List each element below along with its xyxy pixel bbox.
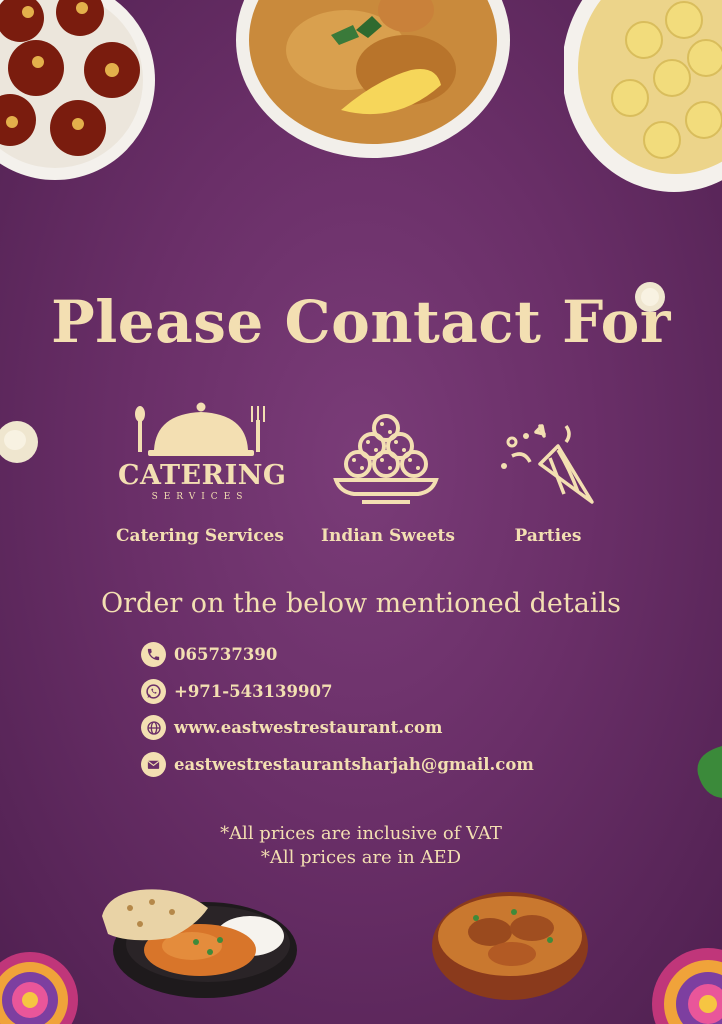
mail-icon <box>141 752 166 777</box>
catering-cloche-icon <box>118 400 282 462</box>
gulab-jamun-plate-image <box>0 0 160 190</box>
currency-note: *All prices are in AED <box>260 847 462 868</box>
mandala-decoration-left <box>0 930 80 1024</box>
contact-email[interactable] <box>141 752 534 777</box>
phone-icon <box>141 642 166 667</box>
contact-phone[interactable] <box>141 642 277 667</box>
sweets-plate-icon <box>332 410 440 504</box>
chicken-biryani-bowl-image <box>430 892 590 1004</box>
butter-chicken-bowl-image <box>100 886 300 1006</box>
globe-icon <box>141 715 166 740</box>
catering-logo-word: CATERING <box>118 460 287 491</box>
website-link: www.eastwestrestaurant.com <box>174 718 443 737</box>
whatsapp-icon <box>141 679 166 704</box>
rasmalai-bowl-image <box>564 0 722 195</box>
rasmalai-garnish-left-image <box>0 418 40 466</box>
leaf-garnish-image <box>694 744 722 800</box>
vat-note: *All prices are inclusive of VAT <box>220 823 502 844</box>
service-label-sweets: Indian Sweets <box>321 526 455 546</box>
phone-number: 065737390 <box>174 645 278 664</box>
order-heading: Order on the below mentioned details <box>101 588 621 619</box>
mandala-decoration-right <box>636 930 722 1024</box>
service-label-parties: Parties <box>514 526 582 546</box>
contact-whatsapp[interactable] <box>141 679 332 704</box>
service-label-catering: Catering Services <box>116 526 284 546</box>
catering-logo-sub: SERVICES <box>151 492 249 502</box>
whatsapp-number: +971-543139907 <box>174 682 333 701</box>
biryani-plate-image <box>236 0 510 160</box>
party-popper-icon <box>500 420 596 506</box>
catering-logo <box>118 400 287 504</box>
page-title: Please Contact For <box>51 288 671 356</box>
contact-website[interactable] <box>141 715 442 740</box>
email-address: eastwestrestaurantsharjah@gmail.com <box>174 755 534 774</box>
